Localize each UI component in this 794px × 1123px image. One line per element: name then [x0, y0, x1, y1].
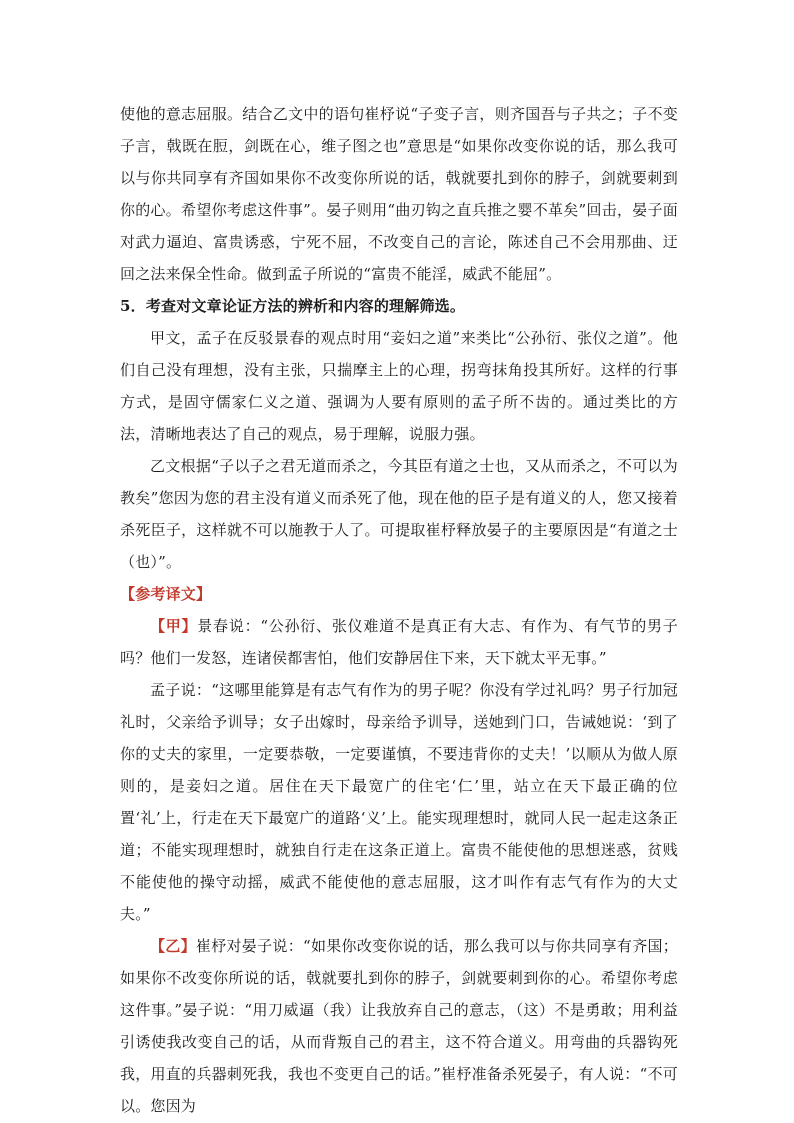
- question-5-heading: 5．考查对文章论证方法的辨析和内容的理解筛选。: [120, 297, 466, 315]
- paragraph-jia-analysis: 甲文，孟子在反驳景春的观点时用“妾妇之道”来类比“公孙衍、张仪之道”。他们自己没有理想，没有主张，只揣摩主上的心理，拐弯抹角投其所好。这样的行事方式，是固守儒家仁义之道、强调为人要有原则的孟子所不齿的。通过类比的方法，清晰地表达了自己的观点，易于理解，说服力强。: [120, 329, 678, 443]
- yi-translation-text: 崔杼对晏子说：“如果你改变你说的话，那么我可以与你共同享有齐国；如果你不改变你所说的话，戟就要扎到你的脖子，剑就要刺到你的心。希望你考虑这件事。”晏子说：“用刀威逼（我）让我放弃自己的意志，（这）不是勇敢；用利益引诱使我改变自己的话，从而背叛自己的君主，这不符合道义。用弯曲的兵器钩死我，用直的兵器刺死我，我也不变更自己的话。”崔杼准备杀死晏子，有人说：“不可以。您因为: [120, 937, 678, 1115]
- paragraph-intro: 使他的意志屈服。结合乙文中的语句崔杼说“子变子言，则齐国吾与子共之；子不变子言，戟既在脰，剑既在心，维子图之也”意思是“如果你改变你说的话，那么我可以与你共同享有齐国如果你不改变你所说的话，戟就要扎到你的脖子，剑就要刺到你的心。希望你考虑这件事”。晏子则用“曲刃钩之直兵推之婴不革矣”回击，晏子面对武力逼迫、富贵诱惑，宁死不屈，不改变自己的言论，陈述自己不会用那曲、迂回之法来保全性命。做到孟子所说的“富贵不能淫，威武不能屈”。: [120, 105, 678, 283]
- jia-tag: 【甲】: [150, 617, 198, 635]
- paragraph-yi-analysis: 乙文根据“子以子之君无道而杀之，今其臣有道之士也，又从而杀之，不可以为教矣”您因为您的君主没有道义而杀死了他，现在他的臣子是有道义的人，您又接着杀死臣子，这样就不可以施教于人了。可提取崔杼释放晏子的主要原因是“有道之士（也）”。: [120, 457, 678, 571]
- document-page: [120, 98, 678, 1122]
- paragraph-yi-translation: [120, 930, 678, 1122]
- paragraph-jia-translation: [120, 610, 678, 674]
- yi-tag: 【乙】: [150, 937, 196, 955]
- jia-translation-text: 景春说：“公孙衍、张仪难道不是真正有大志、有作为、有气节的男子吗？他们一发怒，连诸侯都害怕，他们安静居住下来，天下就太平无事。”: [120, 617, 679, 667]
- reference-translation-heading: 【参考译文】: [120, 585, 212, 603]
- paragraph-mencius-translation: 孟子说：“这哪里能算是有志气有作为的男子呢？你没有学过礼吗？男子行加冠礼时，父亲给予训导；女子出嫁时，母亲给予训导，送她到门口，告诫她说：‘到了你的丈夫的家里，一定要恭敬，一定要谨慎，不要违背你的丈夫！’以顺从为做人原则的，是妾妇之道。居住在天下最宽广的住宅‘仁’里，站立在天下最正确的位置‘礼’上，行走在天下最宽广的道路‘义’上。能实现理想时，就同人民一起走这条正道；不能实现理想时，就独自行走在这条正道上。富贵不能使他的思想迷惑，贫贱不能使他的操守动摇，威武不能使他的意志屈服，这才叫作有志气有作为的大丈夫。”: [120, 681, 678, 923]
